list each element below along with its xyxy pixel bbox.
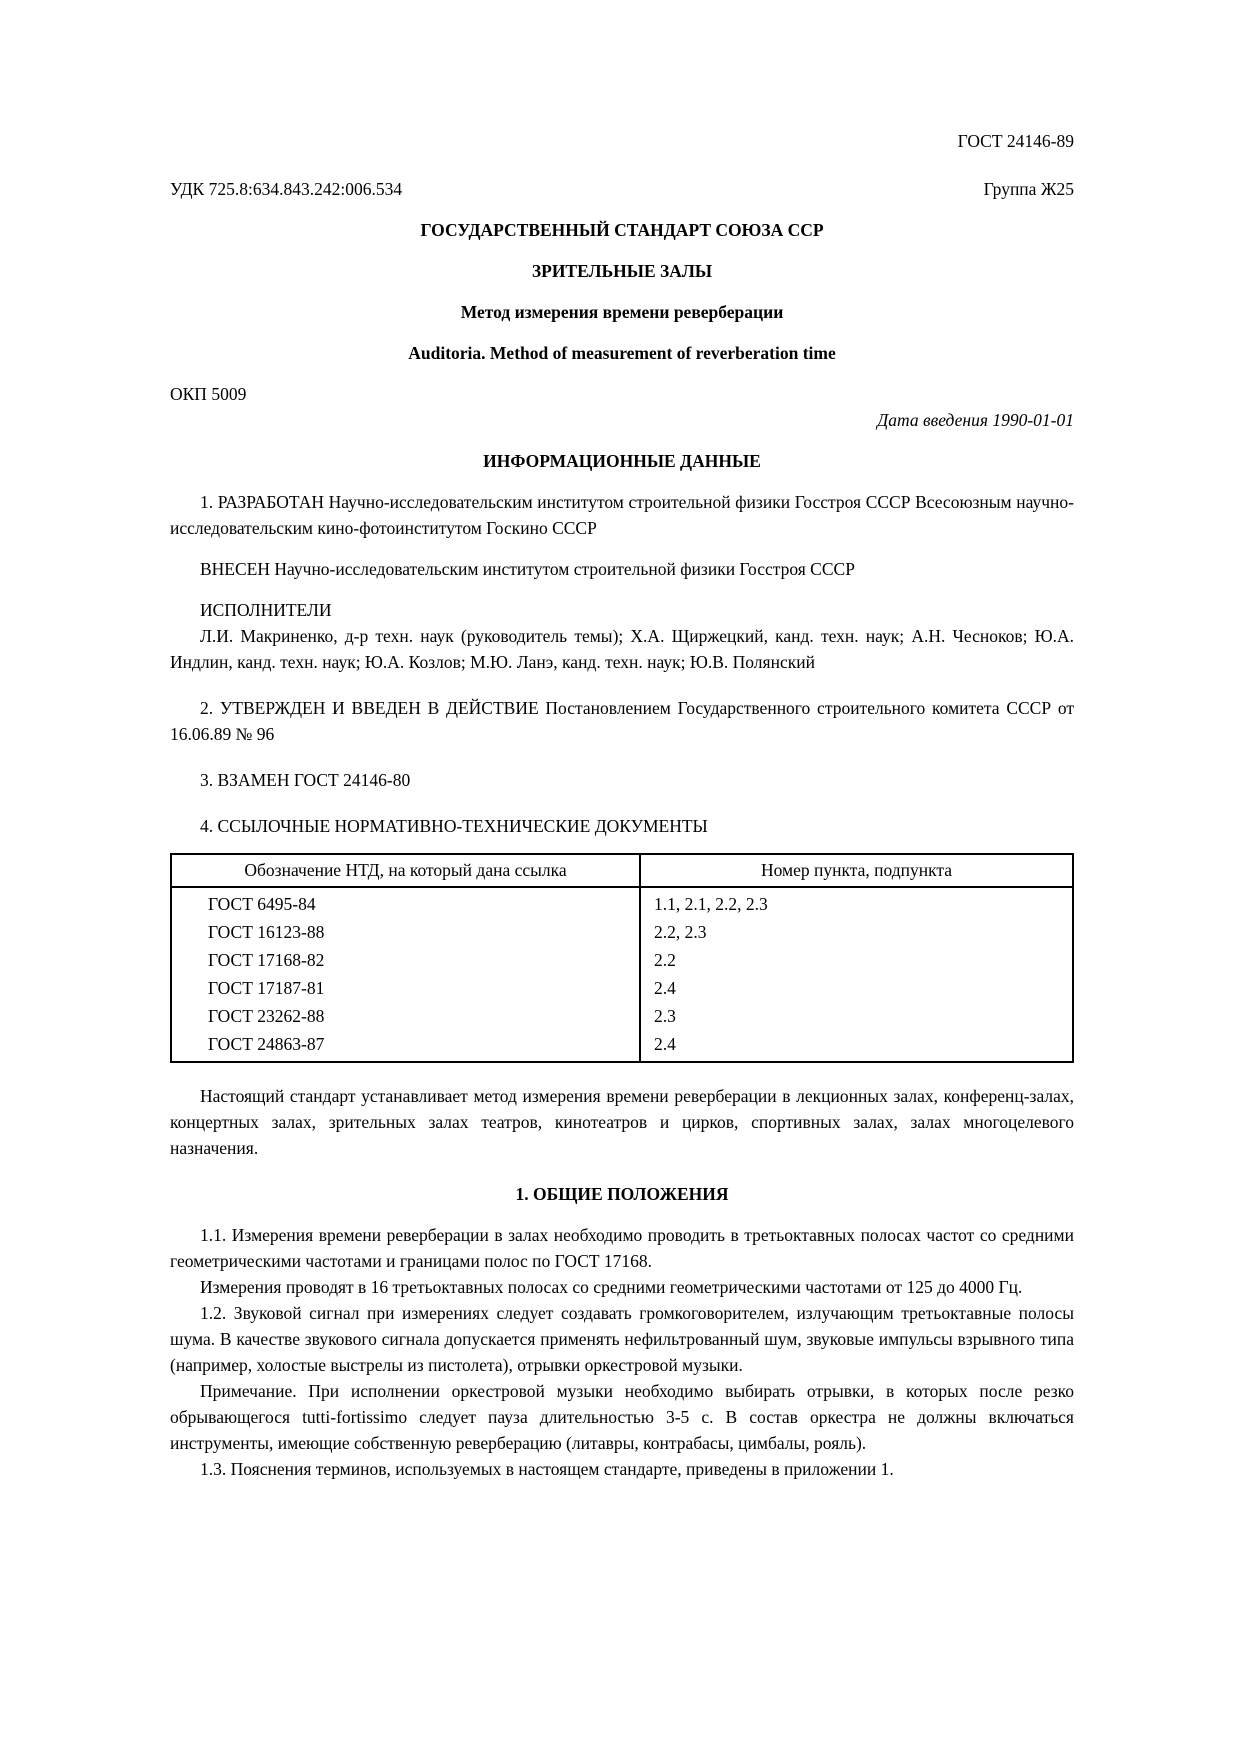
para-1-1-cont: Измерения проводят в 16 третьоктавных полосах со средними геометрическими частотами от 125 до 4000 Гц. [200, 1277, 1023, 1297]
title-method-en: Auditoria. Method of measurement of reverberation time [408, 343, 836, 363]
para-scope: Настоящий стандарт устанавливает метод измерения времени реверберации в лекционных залах, конференц-залах, концертных залах, зрительных залах театров, кинотеатров и цирков, спортивных залах, залах многоцелевого назначения. [170, 1086, 1074, 1158]
udk-group-row [170, 176, 1074, 202]
title-method-ru: Метод измерения времени реверберации [460, 302, 784, 322]
title-subject: ЗРИТЕЛЬНЫЕ ЗАЛЫ [531, 261, 713, 281]
table-row [171, 918, 1073, 946]
cell-ntd: ГОСТ 6495-84 [208, 894, 316, 914]
para-replaces: 3. ВЗАМЕН ГОСТ 24146-80 [200, 770, 411, 790]
cell-items: 2.2 [640, 946, 1073, 974]
cell-items: 2.3 [640, 1002, 1073, 1030]
okp-code: ОКП 5009 [170, 384, 247, 404]
group-label: Группа Ж25 [983, 179, 1074, 199]
section1-heading: 1. ОБЩИЕ ПОЛОЖЕНИЯ [515, 1184, 729, 1204]
table-header-ntd: Обозначение НТД, на который дана ссылка [171, 854, 640, 887]
cell-items: 1.1, 2.1, 2.2, 2.3 [640, 887, 1073, 918]
cell-ntd: ГОСТ 23262-88 [208, 1006, 325, 1026]
cell-items: 2.4 [640, 1030, 1073, 1062]
udk-code: УДК 725.8:634.843.242:006.534 [170, 179, 403, 199]
table-row [171, 887, 1073, 918]
para-developed: 1. РАЗРАБОТАН Научно-исследовательским институтом строительной физики Госстроя СССР Всесоюзным научно-исследовательским кино-фотоинститутом Госкино СССР [170, 492, 1074, 538]
para-1-1: 1.1. Измерения времени реверберации в залах необходимо проводить в третьоктавных полосах частот со средними геометрическими частотами и границами полос по ГОСТ 17168. [170, 1225, 1074, 1271]
executors-heading: ИСПОЛНИТЕЛИ [200, 600, 332, 620]
cell-items: 2.2, 2.3 [640, 918, 1073, 946]
table-header-items: Номер пункта, подпункта [640, 854, 1073, 887]
table-row [171, 974, 1073, 1002]
para-executors: Л.И. Макриненко, д-р техн. наук (руководитель темы); Х.А. Щиржецкий, канд. техн. наук; А.Н. Чесноков; Ю.А. Индлин, канд. техн. наук; Ю.А. Козлов; М.Ю. Ланэ, канд. техн. наук; Ю.В. Полянский [170, 626, 1074, 672]
effective-date: Дата введения 1990-01-01 [877, 410, 1074, 430]
doc-number: ГОСТ 24146-89 [957, 131, 1074, 151]
references-table [170, 853, 1074, 1063]
info-heading: ИНФОРМАЦИОННЫЕ ДАННЫЕ [483, 451, 761, 471]
para-approved: 2. УТВЕРЖДЕН И ВВЕДЕН В ДЕЙСТВИЕ Постановлением Государственного строительного комитета СССР от 16.06.89 № 96 [170, 698, 1074, 744]
para-note: Примечание. При исполнении оркестровой музыки необходимо выбирать отрывки, в которых после резко обрывающегося tutti-fortissimo следует пауза длительностью 3-5 с. В состав оркестра не должны включаться инструменты, имеющие собственную реверберацию (литавры, контрабасы, цимбалы, рояль). [170, 1381, 1074, 1453]
table-row [171, 1030, 1073, 1062]
para-1-3: 1.3. Пояснения терминов, используемых в настоящем стандарте, приведены в приложении 1. [200, 1459, 894, 1479]
table-row [171, 946, 1073, 974]
cell-ntd: ГОСТ 24863-87 [208, 1034, 325, 1054]
cell-items: 2.4 [640, 974, 1073, 1002]
table-row [171, 1002, 1073, 1030]
cell-ntd: ГОСТ 16123-88 [208, 922, 325, 942]
para-1-2: 1.2. Звуковой сигнал при измерениях следует создавать громкоговорителем, излучающим третьоктавные полосы шума. В качестве звукового сигнала допускается применять нефильтрованный шум, звуковые импульсы взрывного типа (например, холостые выстрелы из пистолета), отрывки оркестровой музыки. [170, 1303, 1074, 1375]
cell-ntd: ГОСТ 17187-81 [208, 978, 325, 998]
references-heading: 4. ССЫЛОЧНЫЕ НОРМАТИВНО-ТЕХНИЧЕСКИЕ ДОКУМЕНТЫ [200, 816, 708, 836]
cell-ntd: ГОСТ 17168-82 [208, 950, 325, 970]
table-header-row [171, 854, 1073, 887]
title-standard: ГОСУДАРСТВЕННЫЙ СТАНДАРТ СОЮЗА ССР [420, 220, 824, 240]
para-submitted: ВНЕСЕН Научно-исследовательским институтом строительной физики Госстроя СССР [200, 559, 855, 579]
